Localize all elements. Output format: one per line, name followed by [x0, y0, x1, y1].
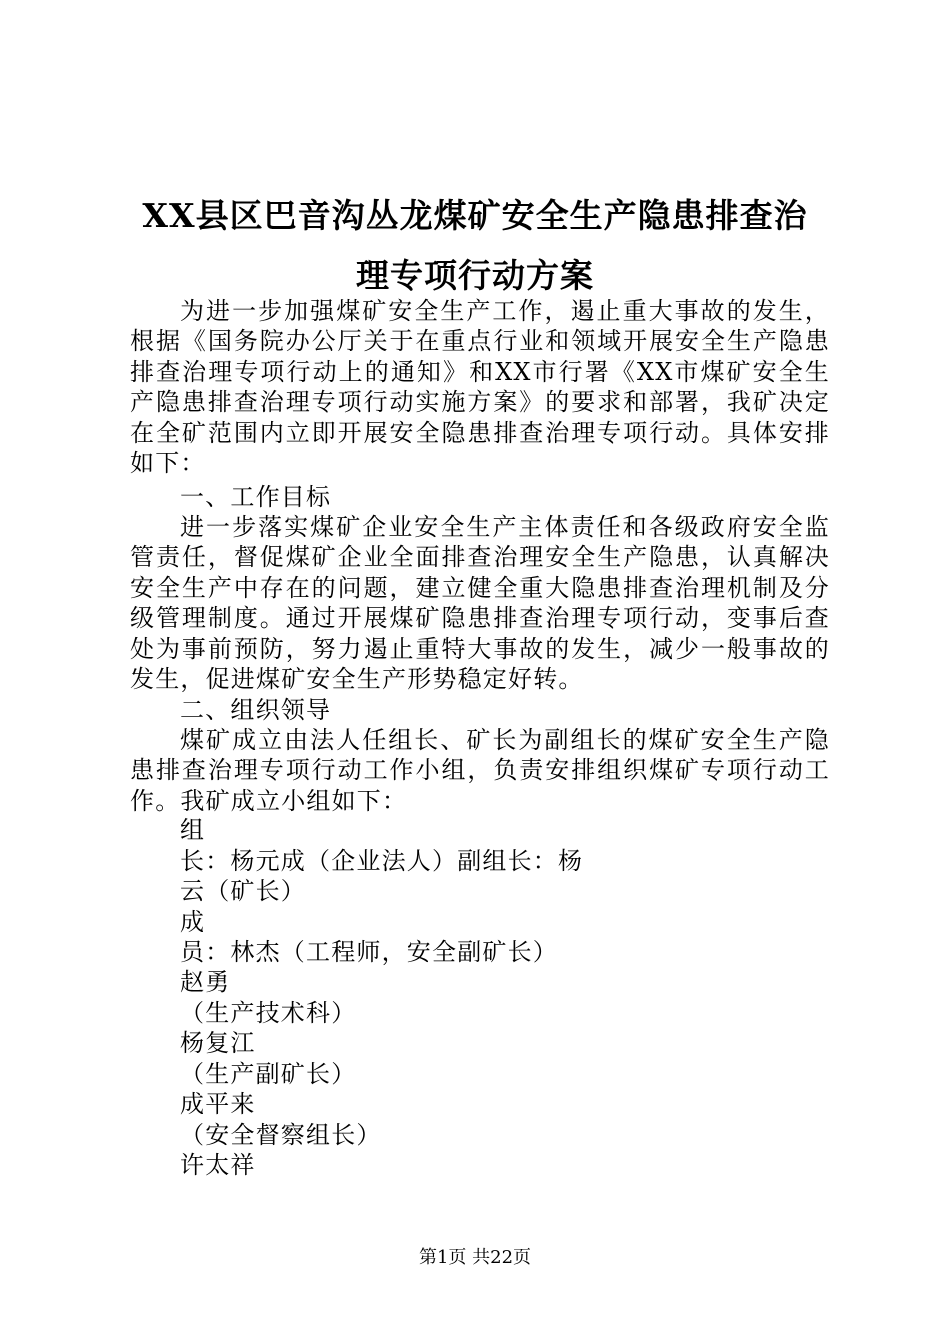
member-line: 许太祥	[180, 1151, 256, 1179]
section-heading-organization: 二、组织领导	[180, 696, 332, 724]
member-line: 组	[180, 816, 206, 844]
organization-paragraph: 煤矿成立由法人任组长、矿长为副组长的煤矿安全生产隐患排查治理专项行动工作小组，负责安排组织煤矿专项行动工作。我矿成立小组如下：	[130, 726, 830, 815]
member-line: 员：林杰（工程师，安全副矿长）	[180, 938, 558, 966]
intro-paragraph: 为进一步加强煤矿安全生产工作，遏止重大事故的发生，根据《国务院办公厅关于在重点行业和领域开展安全生产隐患排查治理专项行动上的通知》和XX市行署《XX市煤矿安全生产隐患排查治理专项行动实施方案》的要求和部署，我矿决定在全矿范围内立即开展安全隐患排查治理专项行动。具体安排如下：	[130, 297, 830, 478]
document-title-line-1: XX县区巴音沟丛龙煤矿安全生产隐患排查治	[142, 196, 808, 235]
member-line: 成平来	[180, 1090, 256, 1118]
member-line: 杨复江	[180, 1029, 256, 1057]
member-line: （生产技术科）	[180, 999, 357, 1027]
member-line: 云（矿长）	[180, 877, 306, 905]
member-line: （生产副矿长）	[180, 1060, 357, 1088]
section-heading-goals: 一、工作目标	[180, 483, 332, 511]
page-number-footer: 第1页 共22页	[418, 1247, 532, 1268]
member-line: （安全督察组长）	[180, 1121, 382, 1149]
document-title-line-2: 理专项行动方案	[356, 256, 594, 295]
member-line: 长：杨元成（企业法人）副组长：杨	[180, 847, 584, 875]
member-line: 成	[180, 908, 206, 936]
member-line: 赵勇	[180, 968, 231, 996]
goals-paragraph: 进一步落实煤矿企业安全生产主体责任和各级政府安全监管责任，督促煤矿企业全面排查治理安全生产隐患，认真解决安全生产中存在的问题，建立健全重大隐患排查治理机制及分级管理制度。通过开展煤矿隐患排查治理专项行动，变事后查处为事前预防，努力遏止重特大事故的发生，减少一般事故的发生，促进煤矿安全生产形势稳定好转。	[130, 513, 830, 694]
